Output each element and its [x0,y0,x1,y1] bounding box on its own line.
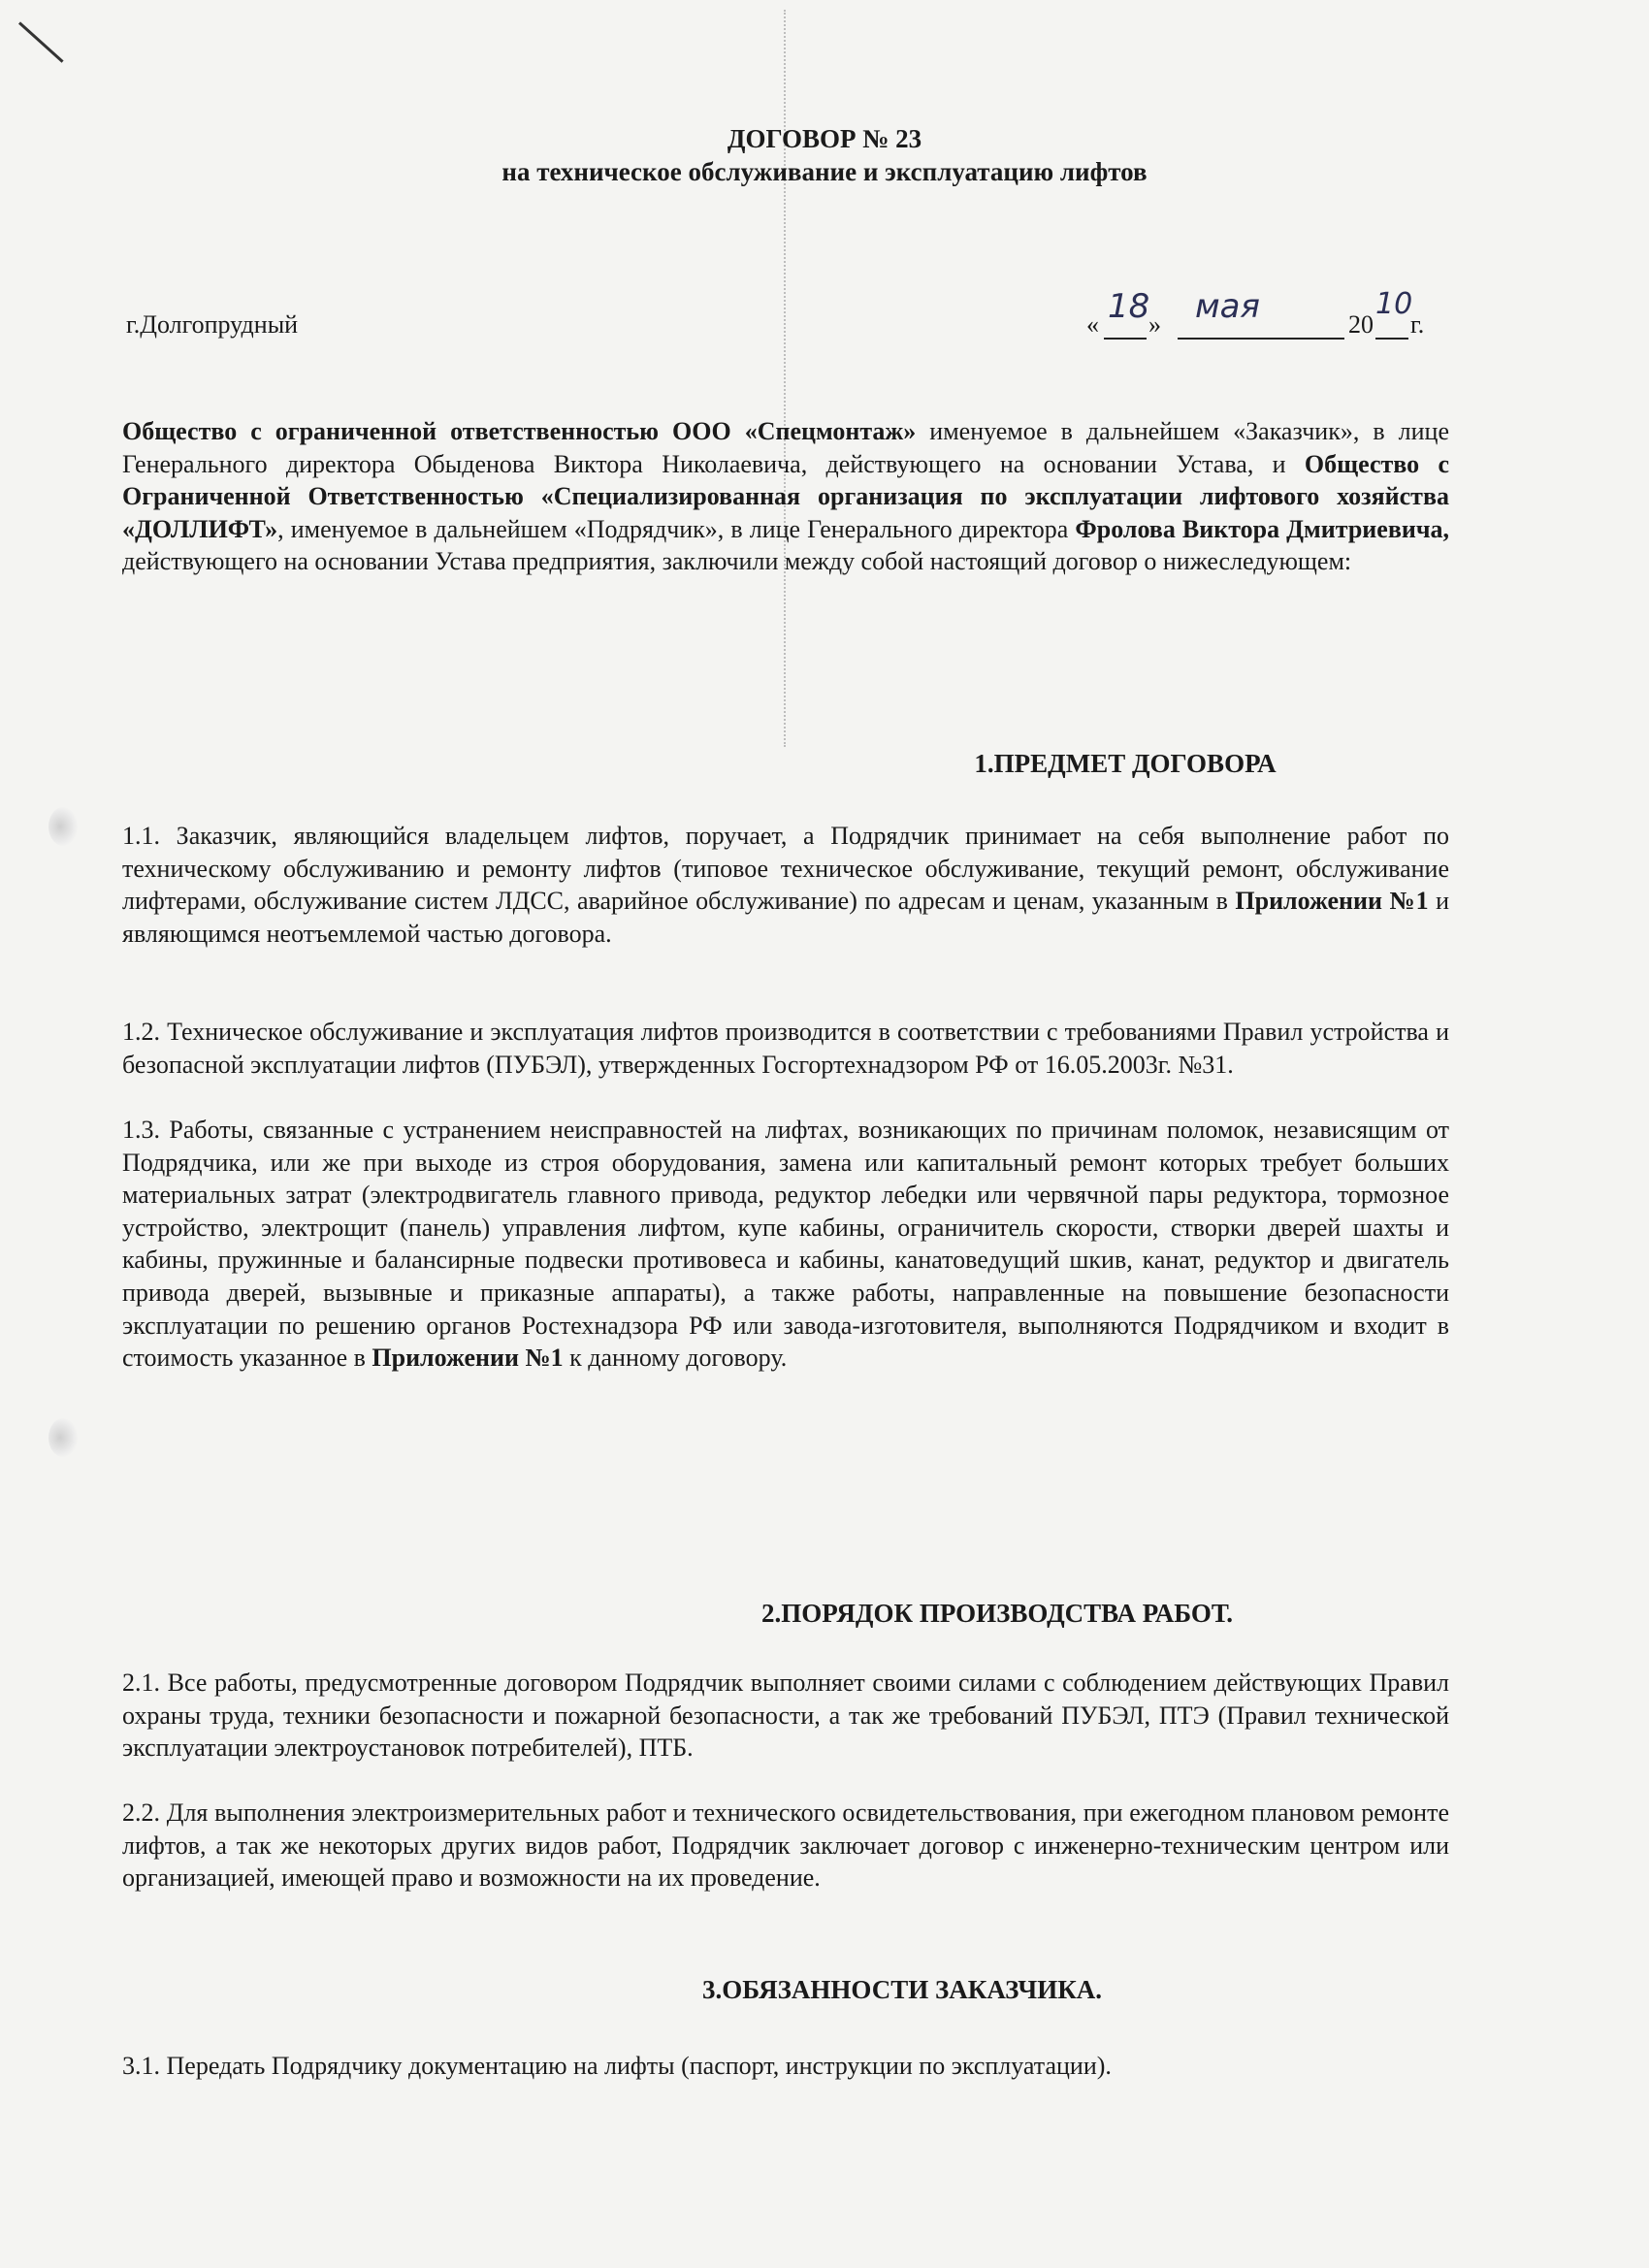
contract-title: ДОГОВОР № 23 [727,124,922,153]
clause-1-1-text: 1.1. Заказчик, являющийся владельцем лифтов, поручает, а Подрядчик принимает на себя выполнение работ по техническому обслуживанию и ремонту лифтов (типовое техническое обслуживание, текущий ремонт, обслуживание лифтерами, обслуживание систем ЛДСС, аварийное обслуживание) по адресам и ценам, указанным в [122,822,1449,916]
month-underline [1178,338,1344,340]
clause-1-3 [122,1114,1449,1375]
clause-1-1-tail: и являющимся неотъемлемой частью договора. [122,887,1449,948]
contractor-name: Общество с Ограниченной Ответственностью «Специализированная организация по эксплуатации лифтового хозяйства «ДОЛЛИФТ» [122,449,1450,543]
clause-1-3-tail: к данному договору. [563,1344,788,1373]
date-close-quote: » [1148,310,1161,339]
clause-3-1: 3.1. Передать Подрядчику документацию на лифты (паспорт, инструкции по эксплуатации). [122,2052,1112,2080]
intro-text-1: именуемое в дальнейшем «Заказчик», в лице Генерального директора Обыденова Виктора Николаевича, действующего на основании Устава, и [122,417,1449,478]
date-year-suffix: 10 [1375,287,1413,321]
date-open-quote: « [1086,310,1099,339]
fold-line [784,10,788,747]
punch-hole-bottom [48,1418,78,1457]
clause-1-3-text: 1.3. Работы, связанные с устранением неисправностей на лифтах, возникающих по причинам поломок, независящим от Подрядчика, или же при выходе из строя оборудования, замена или капитальный ремонт которых требует больших материальных затрат (электродвигатель главного привода, редуктор лебедки или червячной пары редуктора, тормозное устройство, электрощит (панель) управления лифтом, купе кабины, ограничитель скорости, створки дверей шахты и кабины, пружинные и балансирные подвески противовеса и кабины, канатоведущий шкив, канат, редуктор и двигатель привода дверей, вызывные и приказные аппараты), а также работы, направленные на повышение безопасности эксплуатации по решению органов Ростехнадзора РФ или завода-изготовителя, выполняются Подрядчиком и входит в стоимость указанное в [122,1116,1449,1373]
section-1-title: 1.ПРЕДМЕТ ДОГОВОРА [974,749,1277,778]
section-3-title: 3.ОБЯЗАННОСТИ ЗАКАЗЧИКА. [701,1975,1103,2004]
intro-paragraph [122,415,1449,578]
city: г.Долгопрудный [126,310,299,339]
intro-text-3: действующего на основании Устава предприятия, заключили между собой настоящий договор о нижеследующем: [122,547,1352,576]
clause-2-1: 2.1. Все работы, предусмотренные договором Подрядчик выполняет своими силами с соблюдением действующих Правил охраны труда, техники безопасности и пожарной безопасности, а так же требований ПУБЭЛ, ПТЭ (Правил технической эксплуатации электроустановок потребителей), ПТБ. [122,1669,1449,1763]
day-underline [1104,338,1147,340]
intro-text-2: , именуемое в дальнейшем «Подрядчик», в лице Генерального директора [277,514,1076,543]
contractor-director: Фролова Виктора Дмитриевича, [1075,514,1450,543]
date-month: мая [1195,287,1260,326]
contract-subtitle: на техническое обслуживание и эксплуатацию лифтов [501,157,1148,186]
date-year-end: г. [1410,310,1425,339]
clause-1-2: 1.2. Техническое обслуживание и эксплуатация лифтов производится в соответствии с требованиями Правил устройства и безопасной эксплуатации лифтов (ПУБЭЛ), утвержденных Госгортехнадзором РФ от 16.05.2003г. №31. [122,1018,1449,1079]
clause-1-1-appendix: Приложении №1 [1235,887,1429,916]
clause-2-2: 2.2. Для выполнения электроизмерительных работ и технического освидетельствования, при ежегодном плановом ремонте лифтов, а так же некоторых других видов работ, Подрядчик заключает договор с инженерно-техническим центром или организацией, имеющей право и возможности на их проведение. [122,1798,1449,1893]
customer-name: Общество с ограниченной ответственностью ООО «Спецмонтаж» [122,417,917,445]
date-day: 18 [1108,287,1150,326]
staple-mark [18,21,64,62]
punch-hole-top [48,807,78,846]
clause-1-1 [122,820,1449,950]
year-underline [1375,338,1408,340]
clause-1-3-appendix: Приложении №1 [372,1344,564,1373]
date-year-prefix: 20 [1348,310,1374,339]
section-2-title: 2.ПОРЯДОК ПРОИЗВОДСТВА РАБОТ. [761,1599,1233,1628]
